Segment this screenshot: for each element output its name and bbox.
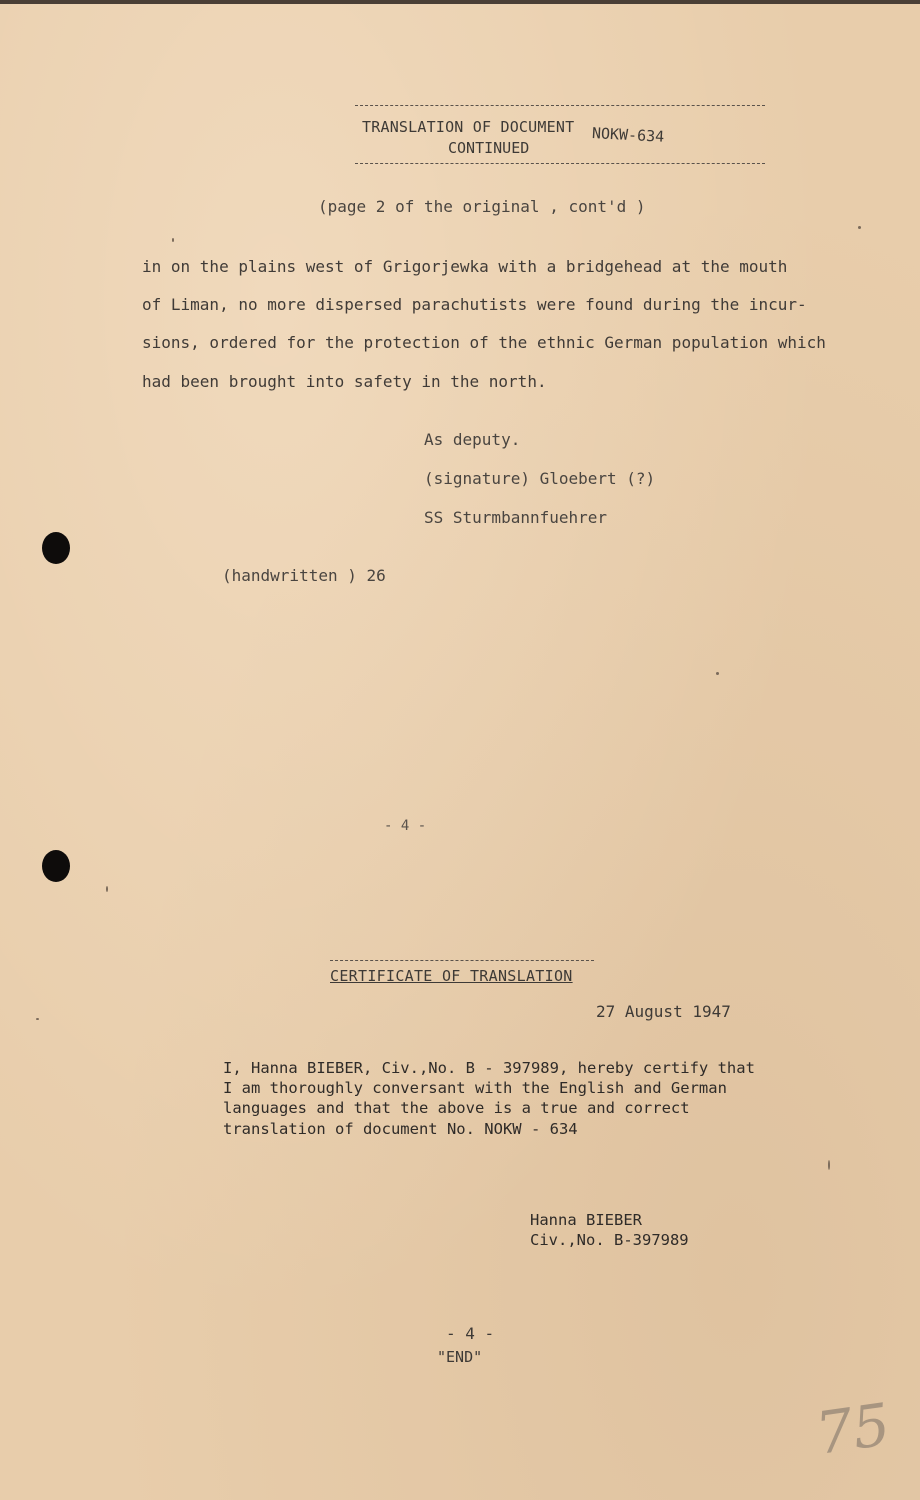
paper-speck [716,672,719,675]
certificate-line: I, Hanna BIEBER, Civ.,No. B - 397989, hereby certify that [223,1059,755,1077]
header-title: TRANSLATION OF DOCUMENT [362,118,575,136]
certificate-line: I am thoroughly conversant with the English and German [223,1079,727,1097]
body-line: in on the plains west of Grigorjewka with a bridgehead at the mouth [142,257,788,276]
certificate-rule [330,960,594,961]
signer-name: Hanna BIEBER [530,1211,642,1229]
certificate-title: CERTIFICATE OF TRANSLATION [330,967,573,985]
end-mark: "END" [437,1348,483,1366]
middle-page-mark: - 4 - [384,818,427,834]
signature-role: As deputy. [424,430,521,449]
archive-number: 75 [811,1390,895,1468]
signature-rank: SS Sturmbannfuehrer [424,508,608,527]
page-note: (page 2 of the original , cont'd ) [318,197,646,216]
body-line: of Liman, no more dispersed parachutists were found during the incur- [142,295,807,314]
certificate-line: translation of document No. NOKW - 634 [223,1120,578,1138]
header-bottom-rule [355,163,765,164]
certificate-date: 27 August 1947 [596,1002,731,1021]
body-line: sions, ordered for the protection of the ethnic German population which [142,333,826,352]
paper-speck [106,886,108,892]
punch-hole-upper [42,532,70,564]
header-document-number: NOKW-634 [591,124,665,146]
paper-speck [36,1018,39,1020]
punch-hole-lower [42,850,70,882]
paper-speck [172,238,174,242]
signer-id: Civ.,No. B-397989 [530,1231,689,1249]
header-continued: CONTINUED [448,139,530,157]
certificate-line: languages and that the above is a true and correct [223,1099,690,1117]
page-top-edge [0,0,920,4]
handwritten-note: (handwritten ) 26 [222,566,386,585]
paper-speck [828,1160,830,1170]
signature-name: (signature) Gloebert (?) [424,469,656,488]
page-number: - 4 - [446,1324,495,1343]
paper-speck [858,226,861,229]
header-top-rule [355,105,765,106]
body-line: had been brought into safety in the north. [142,372,547,391]
